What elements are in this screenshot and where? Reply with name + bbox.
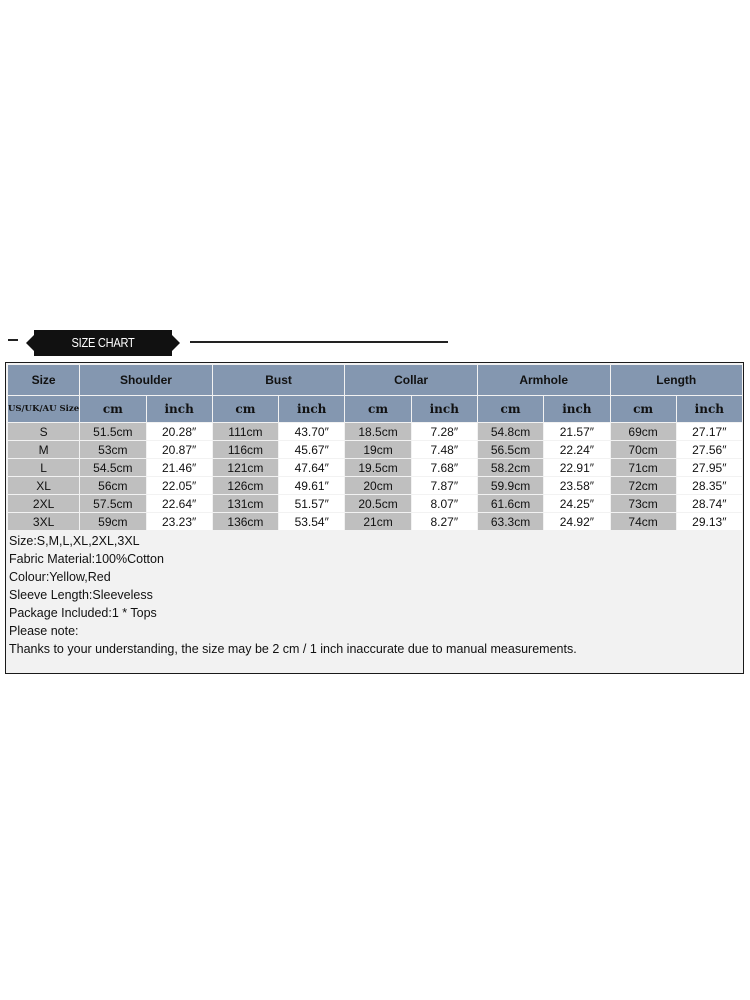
inch-cell: 20.28″ [147, 423, 212, 440]
cm-cell: 53cm [80, 441, 145, 458]
banner-right-notch [172, 335, 180, 351]
cm-cell: 73cm [611, 495, 676, 512]
inch-cell: 28.35″ [677, 477, 742, 494]
group-header-shoulder: Shoulder [80, 365, 212, 395]
inch-cell: 22.64″ [147, 495, 212, 512]
inch-cell: 49.61″ [279, 477, 344, 494]
inch-cell: 27.17″ [677, 423, 742, 440]
group-header-length: Length [611, 365, 743, 395]
inch-cell: 53.54″ [279, 513, 344, 530]
inch-cell: 23.58″ [544, 477, 609, 494]
cm-cell: 20.5cm [345, 495, 410, 512]
size-header: Size [8, 365, 79, 395]
cm-cell: 20cm [345, 477, 410, 494]
size-cell: XL [8, 477, 79, 494]
unit-row [8, 396, 742, 422]
unit-cm: cm [80, 396, 145, 422]
inch-cell: 8.07″ [412, 495, 477, 512]
size-cell: 3XL [8, 513, 79, 530]
cm-cell: 56cm [80, 477, 145, 494]
unit-cm: cm [213, 396, 278, 422]
unit-inch: inch [677, 396, 742, 422]
left-dash [8, 339, 18, 341]
inch-cell: 43.70″ [279, 423, 344, 440]
note-package: Package Included:1 * Tops [9, 606, 157, 620]
cm-cell: 51.5cm [80, 423, 145, 440]
unit-inch: inch [279, 396, 344, 422]
inch-cell: 24.92″ [544, 513, 609, 530]
note-fabric: Fabric Material:100%Cotton [9, 552, 164, 566]
size-cell: S [8, 423, 79, 440]
cm-cell: 69cm [611, 423, 676, 440]
header-row [8, 365, 742, 395]
inch-cell: 7.87″ [412, 477, 477, 494]
cm-cell: 19.5cm [345, 459, 410, 476]
table-row [8, 477, 742, 494]
inch-cell: 7.68″ [412, 459, 477, 476]
inch-cell: 8.27″ [412, 513, 477, 530]
banner-title: SIZE CHART [71, 335, 135, 350]
cm-cell: 136cm [213, 513, 278, 530]
inch-cell: 22.24″ [544, 441, 609, 458]
size-subheader: US/UK/AU Size [8, 396, 79, 422]
inch-cell: 27.56″ [677, 441, 742, 458]
cm-cell: 72cm [611, 477, 676, 494]
cm-cell: 71cm [611, 459, 676, 476]
cm-cell: 57.5cm [80, 495, 145, 512]
cm-cell: 63.3cm [478, 513, 543, 530]
inch-cell: 45.67″ [279, 441, 344, 458]
inch-cell: 28.74″ [677, 495, 742, 512]
size-table [7, 364, 743, 531]
unit-inch: inch [412, 396, 477, 422]
inch-cell: 23.23″ [147, 513, 212, 530]
cm-cell: 19cm [345, 441, 410, 458]
size-cell: M [8, 441, 79, 458]
cm-cell: 59.9cm [478, 477, 543, 494]
cm-cell: 18.5cm [345, 423, 410, 440]
cm-cell: 61.6cm [478, 495, 543, 512]
cm-cell: 59cm [80, 513, 145, 530]
table-body [8, 423, 742, 530]
inch-cell: 22.05″ [147, 477, 212, 494]
cm-cell: 54.5cm [80, 459, 145, 476]
cm-cell: 56.5cm [478, 441, 543, 458]
product-notes [9, 532, 577, 658]
inch-cell: 27.95″ [677, 459, 742, 476]
note-size: Size:S,M,L,XL,2XL,3XL [9, 534, 140, 548]
unit-cm: cm [611, 396, 676, 422]
table-row [8, 459, 742, 476]
table-row [8, 513, 742, 530]
inch-cell: 21.57″ [544, 423, 609, 440]
banner-flag [34, 330, 172, 356]
group-header-bust: Bust [213, 365, 345, 395]
table-row [8, 441, 742, 458]
inch-cell: 24.25″ [544, 495, 609, 512]
group-header-collar: Collar [345, 365, 477, 395]
size-cell: 2XL [8, 495, 79, 512]
table-row [8, 495, 742, 512]
inch-cell: 47.64″ [279, 459, 344, 476]
table-row [8, 423, 742, 440]
inch-cell: 7.48″ [412, 441, 477, 458]
note-thanks: Thanks to your understanding, the size may be 2 cm / 1 inch inaccurate due to manual measurements. [9, 642, 577, 656]
unit-inch: inch [544, 396, 609, 422]
size-chart-banner [0, 325, 750, 361]
unit-inch: inch [147, 396, 212, 422]
inch-cell: 29.13″ [677, 513, 742, 530]
cm-cell: 21cm [345, 513, 410, 530]
cm-cell: 58.2cm [478, 459, 543, 476]
inch-cell: 51.57″ [279, 495, 344, 512]
banner-rule [190, 341, 448, 343]
cm-cell: 74cm [611, 513, 676, 530]
note-please: Please note: [9, 624, 79, 638]
cm-cell: 131cm [213, 495, 278, 512]
note-sleeve: Sleeve Length:Sleeveless [9, 588, 153, 602]
unit-cm: cm [345, 396, 410, 422]
size-cell: L [8, 459, 79, 476]
cm-cell: 116cm [213, 441, 278, 458]
unit-cm: cm [478, 396, 543, 422]
inch-cell: 22.91″ [544, 459, 609, 476]
cm-cell: 70cm [611, 441, 676, 458]
inch-cell: 20.87″ [147, 441, 212, 458]
cm-cell: 111cm [213, 423, 278, 440]
note-colour: Colour:Yellow,Red [9, 570, 111, 584]
inch-cell: 7.28″ [412, 423, 477, 440]
group-header-armhole: Armhole [478, 365, 610, 395]
banner-left-notch [26, 335, 34, 351]
cm-cell: 126cm [213, 477, 278, 494]
cm-cell: 121cm [213, 459, 278, 476]
cm-cell: 54.8cm [478, 423, 543, 440]
inch-cell: 21.46″ [147, 459, 212, 476]
size-chart-panel [5, 362, 744, 674]
